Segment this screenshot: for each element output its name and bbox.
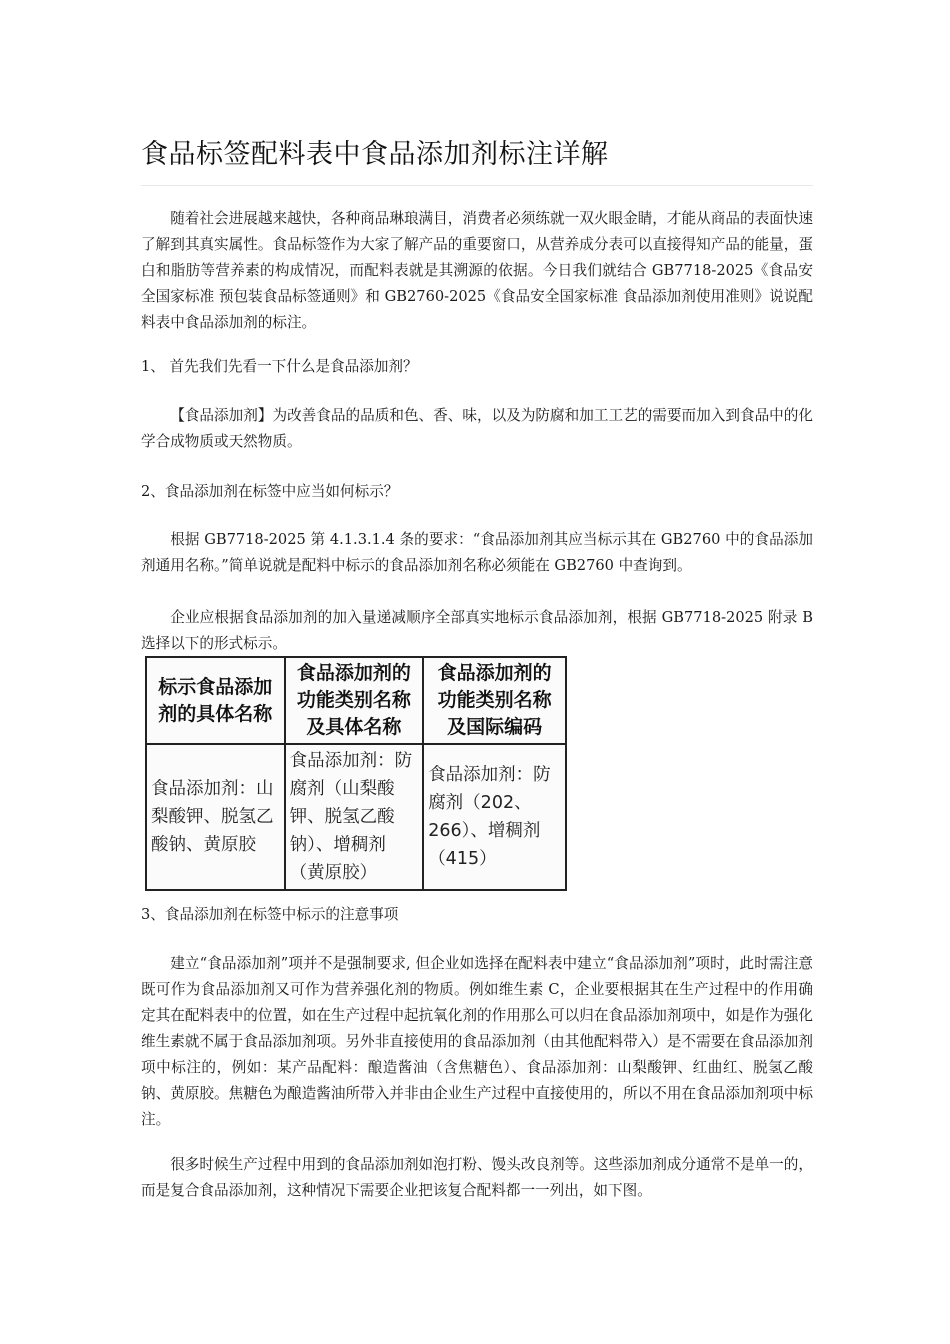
rule-paragraph: 根据 GB7718-2025 第 4.1.3.1.4 条的要求：“食品添加剂其应当标示其在 GB2760 中的食品添加剂通用名称。”简单说就是配料中标示的食品添加剂名称必须能在 GB2760 中查询到。 [141,531,813,574]
intro-paragraph: 随着社会进展越来越快，各种商品琳琅满目，消费者必须练就一双火眼金睛，才能从商品的表面快速了解到其真实属性。食品标签作为大家了解产品的重要窗口，从营养成分表可以直接得知产品的能量，蛋白和脂肪等营养素的构成情况，而配料表就是其溯源的依据。今日我们就结合 GB7718-2025《食品安全国家标准 预包装食品标签通则》和 GB2760-2025《食品安全国家标准 食品添加剂使用准则》说说配料表中食品添加剂的标注。 [141,210,813,331]
table-cell: 食品添加剂：山梨酸钾、脱氢乙酸钠、黄原胶 [146,744,285,890]
title-divider [141,185,813,186]
table-header-row [146,657,566,744]
section-heading-3: 3、食品添加剂在标签中标示的注意事项 [141,906,399,923]
table-header-cell: 标示食品添加剂的具体名称 [146,657,285,744]
table-header-cell: 食品添加剂的功能类别名称及具体名称 [285,657,424,744]
notes-paragraph: 建立“食品添加剂”项并不是强制要求, 但企业如选择在配料表中建立“食品添加剂”项时，此时需注意既可作为食品添加剂又可作为营养强化剂的物质。例如维生素 C，企业要根据其在生产过程中的作用确定其在配料表中的位置，如在生产过程中起抗氧化剂的作用那么可以归在食品添加剂项中，如是作为强化维生素就不属于食品添加剂项。另外非直接使用的食品添加剂（由其他配料带入）是不需要在食品添加剂项中标注的，例如：某产品配料：酿造酱油（含焦糖色）、食品添加剂：山梨酸钾、红曲红、脱氢乙酸钠、黄原胶。焦糖色为酿造酱油所带入并非由企业生产过程中直接使用的，所以不用在食品添加剂项中标注。 [141,955,813,1128]
table-cell: 食品添加剂：防腐剂（202、266）、增稠剂（415） [423,744,566,890]
section-heading-1: 1、 首先我们先看一下什么是食品添加剂？ [141,358,418,375]
table-cell: 食品添加剂：防腐剂（山梨酸钾、脱氢乙酸钠）、增稠剂（黄原胶） [285,744,424,890]
section-heading-2: 2、食品添加剂在标签中应当如何标示？ [141,483,399,500]
forms-paragraph: 企业应根据食品添加剂的加入量递减顺序全部真实地标示食品添加剂，根据 GB7718-2025 附录 B 选择以下的形式标示。 [141,609,813,652]
labeling-forms-table [145,656,567,891]
definition-paragraph: 【食品添加剂】为改善食品的品质和色、香、味，以及为防腐和加工工艺的需要而加入到食品中的化学合成物质或天然物质。 [141,407,813,450]
page-title: 食品标签配料表中食品添加剂标注详解 [141,139,609,170]
compound-paragraph: 很多时候生产过程中用到的食品添加剂如泡打粉、馒头改良剂等。这些添加剂成分通常不是单一的，而是复合食品添加剂，这种情况下需要企业把该复合配料都一一列出，如下图。 [141,1156,813,1199]
table-row [146,744,566,890]
table-header-cell: 食品添加剂的功能类别名称及国际编码 [423,657,566,744]
